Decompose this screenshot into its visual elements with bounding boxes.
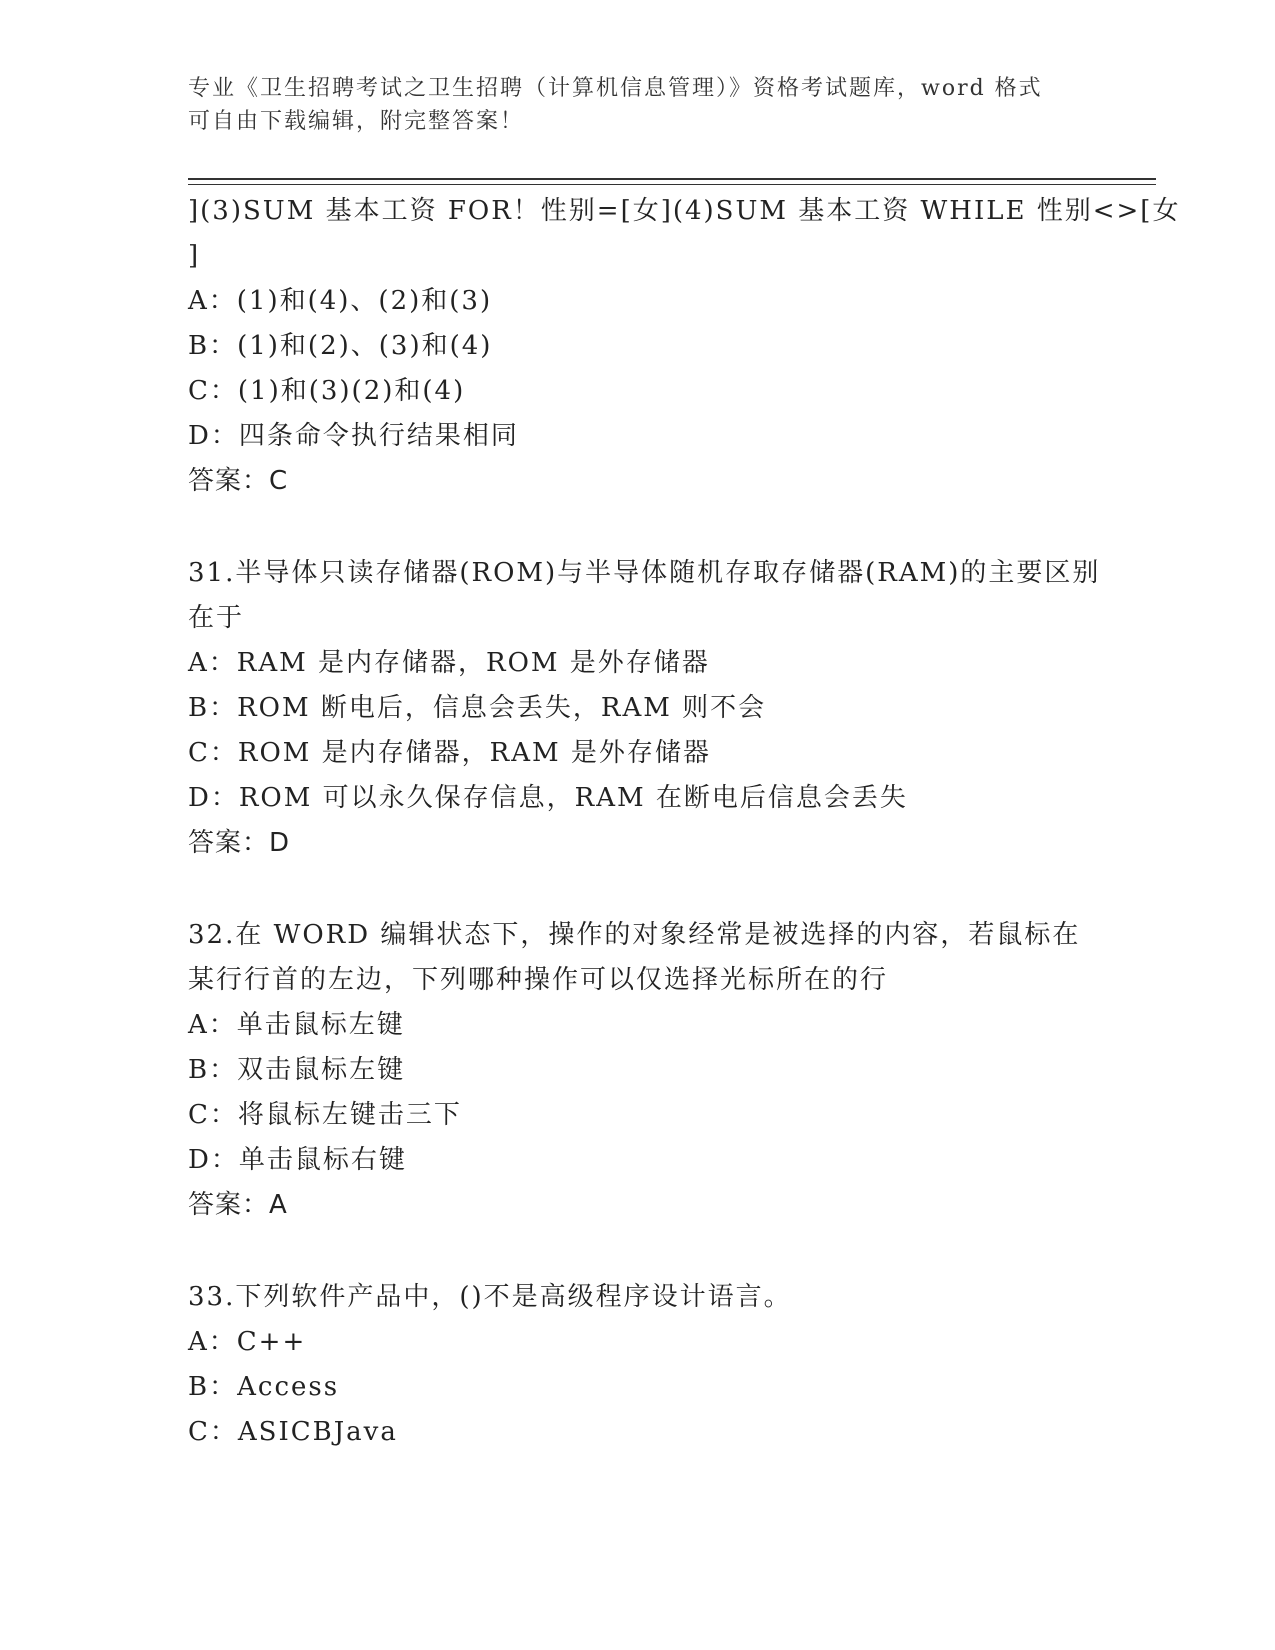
question-30 [188,189,1181,504]
question-30-answer: 答案：C [188,466,289,496]
document-header [188,72,1088,138]
question-30-continuation-2: ] [188,241,201,271]
question-31-answer: 答案：D [188,828,291,858]
question-32-answer: 答案：A [188,1190,288,1220]
question-32-option-d: D：单击鼠标右键 [188,1145,407,1175]
question-31-stem-2: 在于 [188,603,245,633]
header-rule-thin [188,184,1156,185]
question-31 [188,551,1101,866]
question-32-stem-2: 某行行首的左边，下列哪种操作可以仅选择光标所在的行 [188,965,889,995]
question-33-option-c: C：ASICBJava [188,1417,398,1447]
question-30-option-b: B：(1)和(2)、(3)和(4) [188,331,493,361]
question-30-option-d: D：四条命令执行结果相同 [188,421,519,451]
question-33-stem-1: 33.下列软件产品中，()不是高级程序设计语言。 [188,1282,792,1312]
question-31-option-d: D：ROM 可以永久保存信息，RAM 在断电后信息会丢失 [188,783,908,813]
question-31-stem-1: 31.半导体只读存储器(ROM)与半导体随机存取存储器(RAM)的主要区别 [188,558,1101,588]
spacer [188,504,1088,551]
header-rule-thick [188,178,1156,180]
question-32-option-a: A：单击鼠标左键 [188,1010,405,1040]
spacer [188,1228,1088,1275]
question-30-continuation-1: ](3)SUM 基本工资 FOR！性别=[女](4)SUM 基本工资 WHILE 性别<>[女 [188,196,1181,226]
question-31-option-b: B：ROM 断电后，信息会丢失，RAM 则不会 [188,693,767,723]
question-33-option-b: B：Access [188,1372,340,1402]
question-33-option-a: A：C++ [188,1327,307,1357]
question-32-option-b: B：双击鼠标左键 [188,1055,406,1085]
question-32-option-c: C：将鼠标左键击三下 [188,1100,462,1130]
question-31-option-a: A：RAM 是内存储器，ROM 是外存储器 [188,648,710,678]
question-32-stem-1: 32.在 WORD 编辑状态下，操作的对象经常是被选择的内容，若鼠标在 [188,920,1081,950]
question-32 [188,913,1088,1228]
header-line-2: 可自由下载编辑，附完整答案！ [188,109,525,134]
question-31-option-c: C：ROM 是内存储器，RAM 是外存储器 [188,738,711,768]
header-line-1: 专业《卫生招聘考试之卫生招聘（计算机信息管理）》资格考试题库，word 格式 [188,76,1043,101]
question-30-option-a: A：(1)和(4)、(2)和(3) [188,286,493,316]
document-body [188,189,1181,1455]
question-30-option-c: C：(1)和(3)(2)和(4) [188,376,466,406]
spacer [188,866,1088,913]
question-33 [188,1275,1088,1455]
